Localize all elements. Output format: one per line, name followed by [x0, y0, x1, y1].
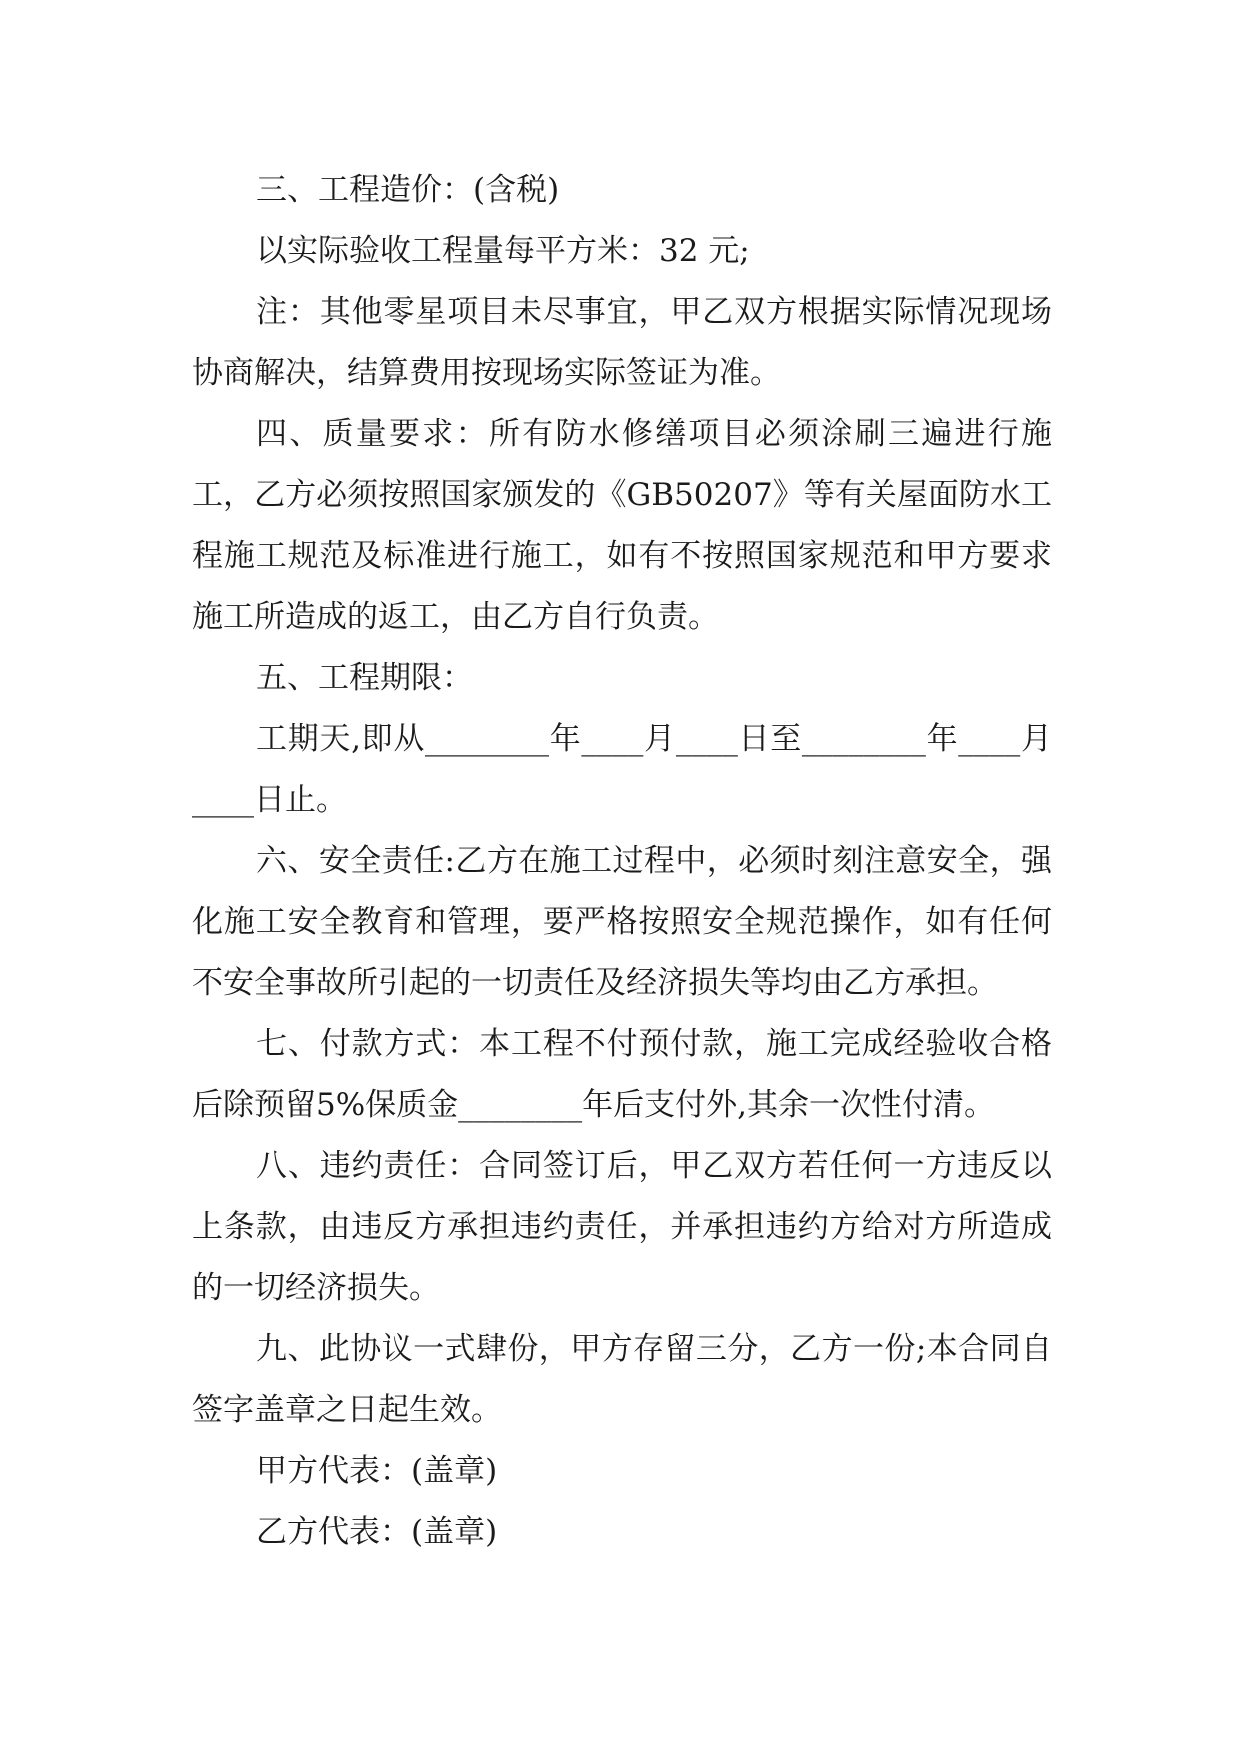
section-7-payment-paragraph: 七、付款方式：本工程不付预付款，施工完成经验收合格后除预留5%保质金________年后支付外,其余一次性付清。 [192, 1026, 1052, 1123]
party-a-signature-line: 甲方代表：(盖章) [256, 1453, 498, 1489]
duration-paragraph: 工期天,即从________年____月____日至________年____月____日止。 [192, 721, 1052, 818]
section-4-quality-paragraph: 四、质量要求：所有防水修缮项目必须涂刷三遍进行施工，乙方必须按照国家颁发的《GB50207》等有关屋面防水工程施工规范及标准进行施工，如有不按照国家规范和甲方要求施工所造成的返工，由乙方自行负责。 [192, 416, 1052, 635]
section-5-heading: 五、工程期限： [256, 660, 473, 696]
price-paragraph: 以实际验收工程量每平方米：32 元; [256, 233, 750, 269]
party-b-signature-line: 乙方代表：(盖章) [256, 1514, 498, 1550]
section-3-heading: 三、工程造价：(含税) [256, 172, 560, 208]
document-body [192, 160, 1052, 1563]
note-paragraph: 注：其他零星项目未尽事宜，甲乙双方根据实际情况现场协商解决，结算费用按现场实际签证为准。 [192, 294, 1052, 391]
section-9-copies-paragraph: 九、此协议一式肆份，甲方存留三分，乙方一份;本合同自签字盖章之日起生效。 [192, 1331, 1052, 1428]
section-6-safety-paragraph: 六、安全责任:乙方在施工过程中，必须时刻注意安全，强化施工安全教育和管理，要严格按照安全规范操作，如有任何不安全事故所引起的一切责任及经济损失等均由乙方承担。 [192, 843, 1052, 1001]
section-8-breach-paragraph: 八、违约责任：合同签订后，甲乙双方若任何一方违反以上条款，由违反方承担违约责任，并承担违约方给对方所造成的一切经济损失。 [192, 1148, 1052, 1306]
